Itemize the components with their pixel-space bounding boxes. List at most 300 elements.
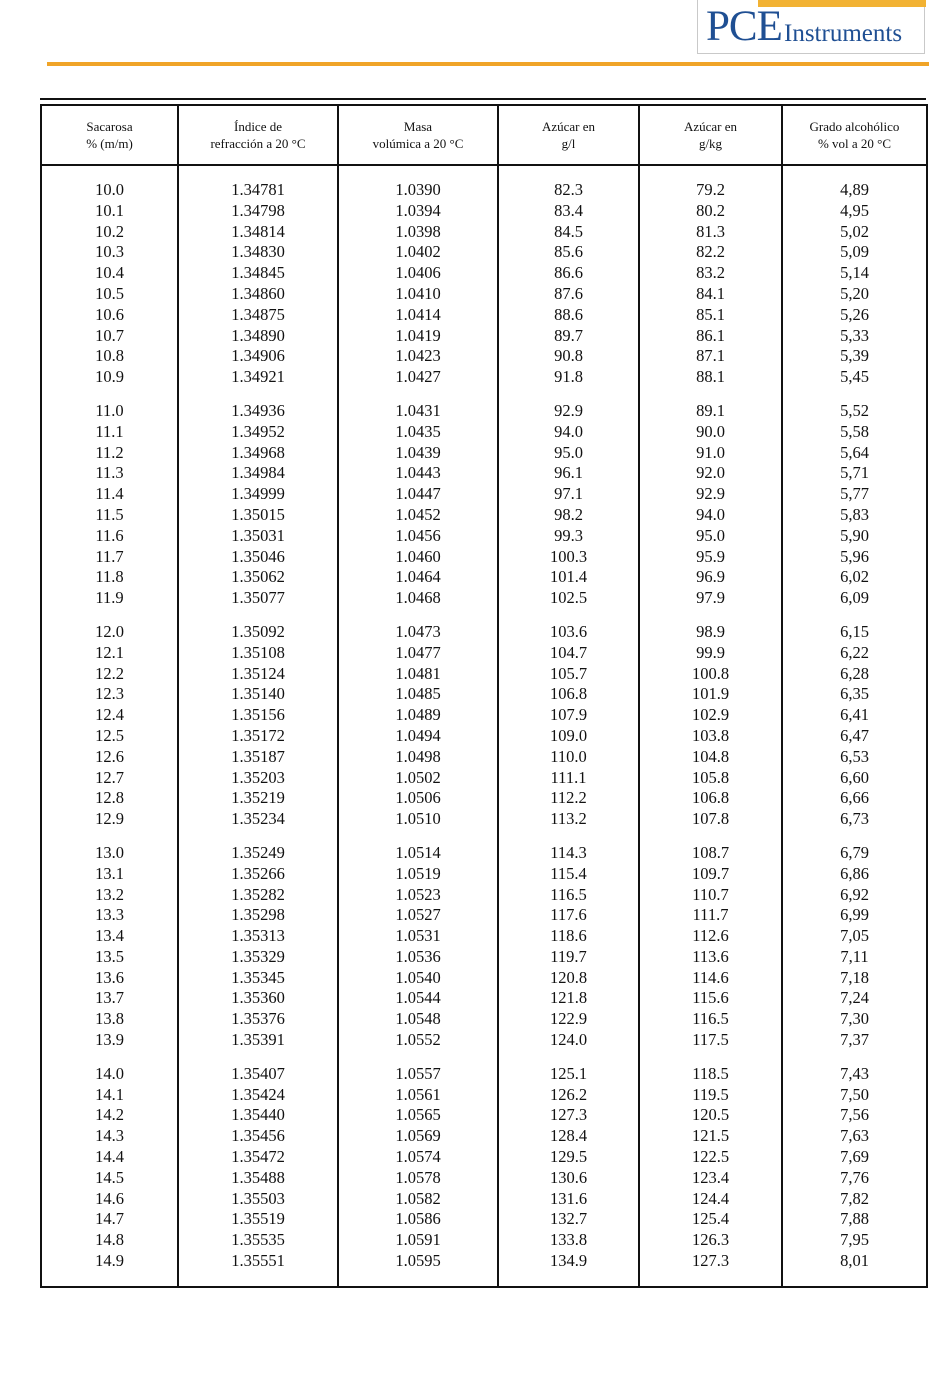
- table-cell: 12.6: [95, 746, 124, 766]
- table-cell: 1.0569: [395, 1126, 441, 1146]
- table-cell: 1.35156: [231, 705, 285, 725]
- table-cell: 125.1: [549, 1063, 588, 1083]
- table-cell: 113.2: [550, 809, 587, 829]
- header-grado-alcoholico: Grado alcohólico % vol a 20 °C: [782, 105, 927, 165]
- table-cell: 98.2: [554, 504, 583, 524]
- table-cell: 7,69: [840, 1147, 869, 1167]
- table-cell: 1.0398: [395, 221, 441, 241]
- table-cell: 1.0481: [395, 663, 441, 683]
- table-cell: 6,53: [840, 746, 869, 766]
- table-cell: 1.35203: [231, 767, 285, 787]
- table-cell: 6,73: [840, 809, 869, 829]
- table-cell: 1.35062: [231, 567, 285, 587]
- table-cell: 1.34999: [231, 484, 285, 504]
- table-cell: 116.5: [692, 1009, 729, 1029]
- table-cell: 6,79: [840, 842, 869, 862]
- table-cell: 10.7: [95, 325, 124, 345]
- table-cell: 12.1: [95, 642, 124, 662]
- table-cell: 105.8: [691, 767, 730, 787]
- table-cell: 1.0439: [395, 442, 441, 462]
- table-cell: 1.34890: [231, 325, 285, 345]
- table-cell: 5,33: [840, 325, 869, 345]
- table-cell: 133.8: [549, 1230, 588, 1250]
- table-cell: 86.1: [696, 325, 725, 345]
- table-cell: 10.9: [95, 367, 124, 387]
- table-cell: 1.0443: [395, 463, 441, 483]
- table-cell: 114.6: [692, 967, 729, 987]
- table-cell: 6,22: [840, 642, 869, 662]
- column-masa-volumica: [338, 165, 498, 1287]
- table-cell: 1.35391: [231, 1030, 285, 1050]
- table-cell: 11.4: [95, 484, 124, 504]
- table-cell: 7,50: [840, 1084, 869, 1104]
- table-cell: 11.7: [95, 546, 124, 566]
- header-sacarosa: Sacarosa % (m/m): [41, 105, 178, 165]
- table-cell: 91.8: [554, 367, 583, 387]
- table-cell: 6,92: [840, 884, 869, 904]
- table-cell: 109.7: [691, 863, 730, 883]
- table-cell: 10.1: [95, 200, 124, 220]
- table-cell: 1.35313: [231, 926, 285, 946]
- table-cell: 89.1: [696, 400, 725, 420]
- table-cell: 5,58: [840, 421, 869, 441]
- table-cell: 7,11: [840, 946, 869, 966]
- table-cell: 92.9: [554, 400, 583, 420]
- table-cell: 10.8: [95, 346, 124, 366]
- table-cell: 1.35535: [231, 1230, 285, 1250]
- table-cell: 85.1: [696, 304, 725, 324]
- table-cell: 11.8: [95, 567, 124, 587]
- table-cell: 10.6: [95, 304, 124, 324]
- table-cell: 10.2: [95, 221, 124, 241]
- table-cell: 1.0431: [395, 400, 441, 420]
- table-cell: 6,99: [840, 905, 869, 925]
- table-cell: 13.9: [95, 1030, 124, 1050]
- table-cell: 12.4: [95, 705, 124, 725]
- table-cell: 10.5: [95, 283, 124, 303]
- table-cell: 5,52: [840, 400, 869, 420]
- table-cell: 132.7: [549, 1209, 588, 1229]
- table-cell: 1.0565: [395, 1105, 441, 1125]
- table-cell: 13.8: [95, 1009, 124, 1029]
- table-cell: 1.34984: [231, 463, 285, 483]
- table-cell: 5,71: [840, 463, 869, 483]
- table-cell: 11.5: [95, 504, 124, 524]
- table-cell: 6,28: [840, 663, 869, 683]
- table-cell: 11.1: [95, 421, 124, 441]
- table-cell: 107.8: [691, 809, 730, 829]
- column-azucar-g-kg: [639, 165, 782, 1287]
- table-cell: 1.35092: [231, 621, 285, 641]
- table-cell: 92.0: [696, 463, 725, 483]
- table-cell: 1.35519: [231, 1209, 285, 1229]
- table-cell: 1.0536: [395, 946, 441, 966]
- table-cell: 1.35360: [231, 988, 285, 1008]
- column-azucar-g-l: [498, 165, 639, 1287]
- table-cell: 5,39: [840, 346, 869, 366]
- table-cell: 1.35187: [231, 746, 285, 766]
- table-cell: 124.0: [549, 1030, 588, 1050]
- table-cell: 6,09: [840, 588, 869, 608]
- table-cell: 12.2: [95, 663, 124, 683]
- table-cell: 88.6: [554, 304, 583, 324]
- table-cell: 105.7: [549, 663, 588, 683]
- table-body-row: [41, 165, 927, 1287]
- table-cell: 82.3: [554, 180, 583, 199]
- table-cell: 110.0: [550, 746, 587, 766]
- table-cell: 1.0586: [395, 1209, 441, 1229]
- table-cell: 11.9: [95, 588, 124, 608]
- table-cell: 7,76: [840, 1167, 869, 1187]
- table-cell: 14.5: [95, 1167, 124, 1187]
- table-cell: 1.34875: [231, 304, 285, 324]
- table-cell: 6,86: [840, 863, 869, 883]
- table-cell: 102.9: [691, 705, 730, 725]
- table-cell: 1.0514: [395, 842, 441, 862]
- table-cell: 7,95: [840, 1230, 869, 1250]
- table-cell: 5,14: [840, 263, 869, 283]
- table-cell: 90.8: [554, 346, 583, 366]
- table-cell: 1.0477: [395, 642, 441, 662]
- table-cell: 84.5: [554, 221, 583, 241]
- table-cell: 1.35282: [231, 884, 285, 904]
- table-cell: 1.35046: [231, 546, 285, 566]
- table-cell: 1.35266: [231, 863, 285, 883]
- table-cell: 12.5: [95, 725, 124, 745]
- table-cell: 1.35249: [231, 842, 285, 862]
- table-cell: 1.0510: [395, 809, 441, 829]
- logo-brand: PCE: [706, 3, 782, 50]
- table-cell: 83.2: [696, 263, 725, 283]
- pce-instruments-logo: [697, 0, 925, 54]
- table-cell: 1.35551: [231, 1251, 285, 1271]
- table-cell: 1.34814: [231, 221, 285, 241]
- table-cell: 14.8: [95, 1230, 124, 1250]
- table-cell: 104.7: [549, 642, 588, 662]
- table-cell: 126.3: [691, 1230, 730, 1250]
- table-cell: 1.0582: [395, 1188, 441, 1208]
- table-cell: 6,60: [840, 767, 869, 787]
- table-cell: 82.2: [696, 242, 725, 262]
- table-cell: 128.4: [549, 1126, 588, 1146]
- table-cell: 14.3: [95, 1126, 124, 1146]
- table-cell: 1.35298: [231, 905, 285, 925]
- table-cell: 13.0: [95, 842, 124, 862]
- table-cell: 14.2: [95, 1105, 124, 1125]
- table-cell: 111.7: [692, 905, 729, 925]
- table-cell: 14.0: [95, 1063, 124, 1083]
- table-cell: 115.6: [692, 988, 729, 1008]
- table-cell: 95.0: [554, 442, 583, 462]
- table-cell: 1.0523: [395, 884, 441, 904]
- table-cell: 7,05: [840, 926, 869, 946]
- table-cell: 1.35219: [231, 788, 285, 808]
- table-cell: 122.9: [549, 1009, 588, 1029]
- table-header-row: [41, 105, 927, 165]
- table-cell: 83.4: [554, 200, 583, 220]
- table-cell: 102.5: [549, 588, 588, 608]
- table-cell: 1.34906: [231, 346, 285, 366]
- table-cell: 118.6: [550, 926, 587, 946]
- table-cell: 1.0468: [395, 588, 441, 608]
- table-cell: 4,89: [840, 180, 869, 199]
- table-cell: 95.0: [696, 525, 725, 545]
- table-cell: 112.6: [692, 926, 729, 946]
- table-cell: 14.6: [95, 1188, 124, 1208]
- table-cell: 1.0502: [395, 767, 441, 787]
- table-cell: 7,88: [840, 1209, 869, 1229]
- table-cell: 122.5: [691, 1147, 730, 1167]
- table-cell: 7,24: [840, 988, 869, 1008]
- table-cell: 1.0527: [395, 905, 441, 925]
- table-cell: 90.0: [696, 421, 725, 441]
- table-cell: 131.6: [549, 1188, 588, 1208]
- table-cell: 10.0: [95, 180, 124, 199]
- table-cell: 14.1: [95, 1084, 124, 1104]
- table-cell: 1.34936: [231, 400, 285, 420]
- logo-product: Instruments: [784, 20, 903, 47]
- table-cell: 99.9: [696, 642, 725, 662]
- table-cell: 112.2: [550, 788, 587, 808]
- table-cell: 1.35376: [231, 1009, 285, 1029]
- table-cell: 81.3: [696, 221, 725, 241]
- table-cell: 89.7: [554, 325, 583, 345]
- table-cell: 117.6: [550, 905, 587, 925]
- table-cell: 103.8: [691, 725, 730, 745]
- table-cell: 109.0: [549, 725, 588, 745]
- table-cell: 6,47: [840, 725, 869, 745]
- table-cell: 96.9: [696, 567, 725, 587]
- table-cell: 7,43: [840, 1063, 869, 1083]
- table-cell: 118.5: [692, 1063, 729, 1083]
- table-cell: 1.35407: [231, 1063, 285, 1083]
- table-cell: 1.35015: [231, 504, 285, 524]
- table-cell: 5,45: [840, 367, 869, 387]
- table-cell: 1.35234: [231, 809, 285, 829]
- table-cell: 86.6: [554, 263, 583, 283]
- table-cell: 1.35172: [231, 725, 285, 745]
- table-cell: 7,82: [840, 1188, 869, 1208]
- table-cell: 14.9: [95, 1251, 124, 1271]
- table-cell: 121.8: [549, 988, 588, 1008]
- table-cell: 13.1: [95, 863, 124, 883]
- table-cell: 1.0489: [395, 705, 441, 725]
- table-cell: 120.5: [691, 1105, 730, 1125]
- table-cell: 13.3: [95, 905, 124, 925]
- table-cell: 1.0447: [395, 484, 441, 504]
- table-cell: 12.3: [95, 684, 124, 704]
- table-cell: 7,63: [840, 1126, 869, 1146]
- table-cell: 127.3: [549, 1105, 588, 1125]
- table-cell: 1.0390: [395, 180, 441, 199]
- logo-accent-bar: [758, 0, 926, 7]
- table-cell: 5,02: [840, 221, 869, 241]
- table-cell: 108.7: [691, 842, 730, 862]
- table-cell: 1.35108: [231, 642, 285, 662]
- column-sacarosa: [41, 165, 178, 1287]
- table-cell: 11.3: [95, 463, 124, 483]
- table-cell: 1.35472: [231, 1147, 285, 1167]
- table-cell: 101.9: [691, 684, 730, 704]
- table-cell: 1.0531: [395, 926, 441, 946]
- table-cell: 117.5: [692, 1030, 729, 1050]
- table-cell: 97.9: [696, 588, 725, 608]
- column-grado-alcoholico: [782, 165, 927, 1287]
- column-indice-refraccion: [178, 165, 338, 1287]
- table-cell: 134.9: [549, 1251, 588, 1271]
- table-cell: 111.1: [550, 767, 587, 787]
- table-cell: 1.0578: [395, 1167, 441, 1187]
- table-cell: 125.4: [691, 1209, 730, 1229]
- table-cell: 1.35488: [231, 1167, 285, 1187]
- table-cell: 12.8: [95, 788, 124, 808]
- table-cell: 106.8: [691, 788, 730, 808]
- table-cell: 5,26: [840, 304, 869, 324]
- table-cell: 1.0460: [395, 546, 441, 566]
- table-cell: 115.4: [550, 863, 587, 883]
- table-cell: 1.0435: [395, 421, 441, 441]
- table-cell: 1.0423: [395, 346, 441, 366]
- table-cell: 1.0591: [395, 1230, 441, 1250]
- table-cell: 110.7: [692, 884, 729, 904]
- table-cell: 1.0548: [395, 1009, 441, 1029]
- table-cell: 107.9: [549, 705, 588, 725]
- table-cell: 100.3: [549, 546, 588, 566]
- table-cell: 6,66: [840, 788, 869, 808]
- table-cell: 99.3: [554, 525, 583, 545]
- table-cell: 1.35424: [231, 1084, 285, 1104]
- table-cell: 4,95: [840, 200, 869, 220]
- table-cell: 10.3: [95, 242, 124, 262]
- table-cell: 6,41: [840, 705, 869, 725]
- table-cell: 94.0: [554, 421, 583, 441]
- table-cell: 97.1: [554, 484, 583, 504]
- table-cell: 130.6: [549, 1167, 588, 1187]
- header-indice-refraccion: Índice de refracción a 20 °C: [178, 105, 338, 165]
- table-cell: 123.4: [691, 1167, 730, 1187]
- table-cell: 12.0: [95, 621, 124, 641]
- table-cell: 10.4: [95, 263, 124, 283]
- table-cell: 12.9: [95, 809, 124, 829]
- table-cell: 120.8: [549, 967, 588, 987]
- table-cell: 1.0456: [395, 525, 441, 545]
- header-masa-volumica: Masa volúmica a 20 °C: [338, 105, 498, 165]
- table-cell: 5,64: [840, 442, 869, 462]
- table-cell: 96.1: [554, 463, 583, 483]
- table-cell: 80.2: [696, 200, 725, 220]
- table-cell: 1.0452: [395, 504, 441, 524]
- table-cell: 95.9: [696, 546, 725, 566]
- table-cell: 119.7: [550, 946, 587, 966]
- table-cell: 7,37: [840, 1030, 869, 1050]
- table-cell: 126.2: [549, 1084, 588, 1104]
- table-cell: 79.2: [696, 180, 725, 199]
- table-cell: 1.0544: [395, 988, 441, 1008]
- table-cell: 6,02: [840, 567, 869, 587]
- table-cell: 88.1: [696, 367, 725, 387]
- table-cell: 7,18: [840, 967, 869, 987]
- table-cell: 1.0414: [395, 304, 441, 324]
- table-cell: 7,30: [840, 1009, 869, 1029]
- table-cell: 98.9: [696, 621, 725, 641]
- table-cell: 1.0485: [395, 684, 441, 704]
- table-cell: 7,56: [840, 1105, 869, 1125]
- table-cell: 1.0406: [395, 263, 441, 283]
- table-cell: 106.8: [549, 684, 588, 704]
- table-cell: 11.2: [95, 442, 124, 462]
- table-cell: 119.5: [692, 1084, 729, 1104]
- table-cell: 1.34952: [231, 421, 285, 441]
- table-cell: 101.4: [549, 567, 588, 587]
- table-cell: 1.0402: [395, 242, 441, 262]
- table-cell: 1.34781: [231, 180, 285, 199]
- table-cell: 1.0540: [395, 967, 441, 987]
- header-divider: [47, 62, 929, 66]
- table-cell: 13.5: [95, 946, 124, 966]
- table-cell: 1.35456: [231, 1126, 285, 1146]
- table-cell: 1.0494: [395, 725, 441, 745]
- table-cell: 1.34798: [231, 200, 285, 220]
- table-cell: 12.7: [95, 767, 124, 787]
- table-cell: 14.4: [95, 1147, 124, 1167]
- table-cell: 13.7: [95, 988, 124, 1008]
- table-cell: 1.0473: [395, 621, 441, 641]
- table-cell: 91.0: [696, 442, 725, 462]
- table-cell: 13.4: [95, 926, 124, 946]
- table-cell: 1.35329: [231, 946, 285, 966]
- table-cell: 8,01: [840, 1251, 869, 1271]
- table-cell: 1.35077: [231, 588, 285, 608]
- table-cell: 1.35140: [231, 684, 285, 704]
- table-cell: 1.0464: [395, 567, 441, 587]
- table-cell: 1.0419: [395, 325, 441, 345]
- table-cell: 114.3: [550, 842, 587, 862]
- sucrose-conversion-table-area: [40, 98, 926, 1290]
- table-cell: 1.35440: [231, 1105, 285, 1125]
- table-cell: 1.0506: [395, 788, 441, 808]
- table-cell: 87.6: [554, 283, 583, 303]
- table-cell: 1.35031: [231, 525, 285, 545]
- table-cell: 85.6: [554, 242, 583, 262]
- table-cell: 1.0394: [395, 200, 441, 220]
- table-cell: 5,96: [840, 546, 869, 566]
- table-cell: 1.0552: [395, 1030, 441, 1050]
- table-cell: 14.7: [95, 1209, 124, 1229]
- table-cell: 1.35503: [231, 1188, 285, 1208]
- table-cell: 100.8: [691, 663, 730, 683]
- table-cell: 1.34845: [231, 263, 285, 283]
- table-cell: 1.34860: [231, 283, 285, 303]
- table-cell: 1.0574: [395, 1147, 441, 1167]
- sucrose-conversion-table: [40, 104, 928, 1288]
- table-cell: 1.0427: [395, 367, 441, 387]
- table-cell: 13.6: [95, 967, 124, 987]
- table-top-rule: [40, 98, 926, 100]
- table-cell: 6,35: [840, 684, 869, 704]
- table-cell: 1.34921: [231, 367, 285, 387]
- header-azucar-g-l: Azúcar en g/l: [498, 105, 639, 165]
- table-cell: 84.1: [696, 283, 725, 303]
- table-cell: 1.35345: [231, 967, 285, 987]
- table-cell: 1.0410: [395, 283, 441, 303]
- table-cell: 5,20: [840, 283, 869, 303]
- table-cell: 13.2: [95, 884, 124, 904]
- table-cell: 1.34830: [231, 242, 285, 262]
- table-cell: 1.0519: [395, 863, 441, 883]
- table-cell: 124.4: [691, 1188, 730, 1208]
- table-cell: 129.5: [549, 1147, 588, 1167]
- table-cell: 1.0595: [395, 1251, 441, 1271]
